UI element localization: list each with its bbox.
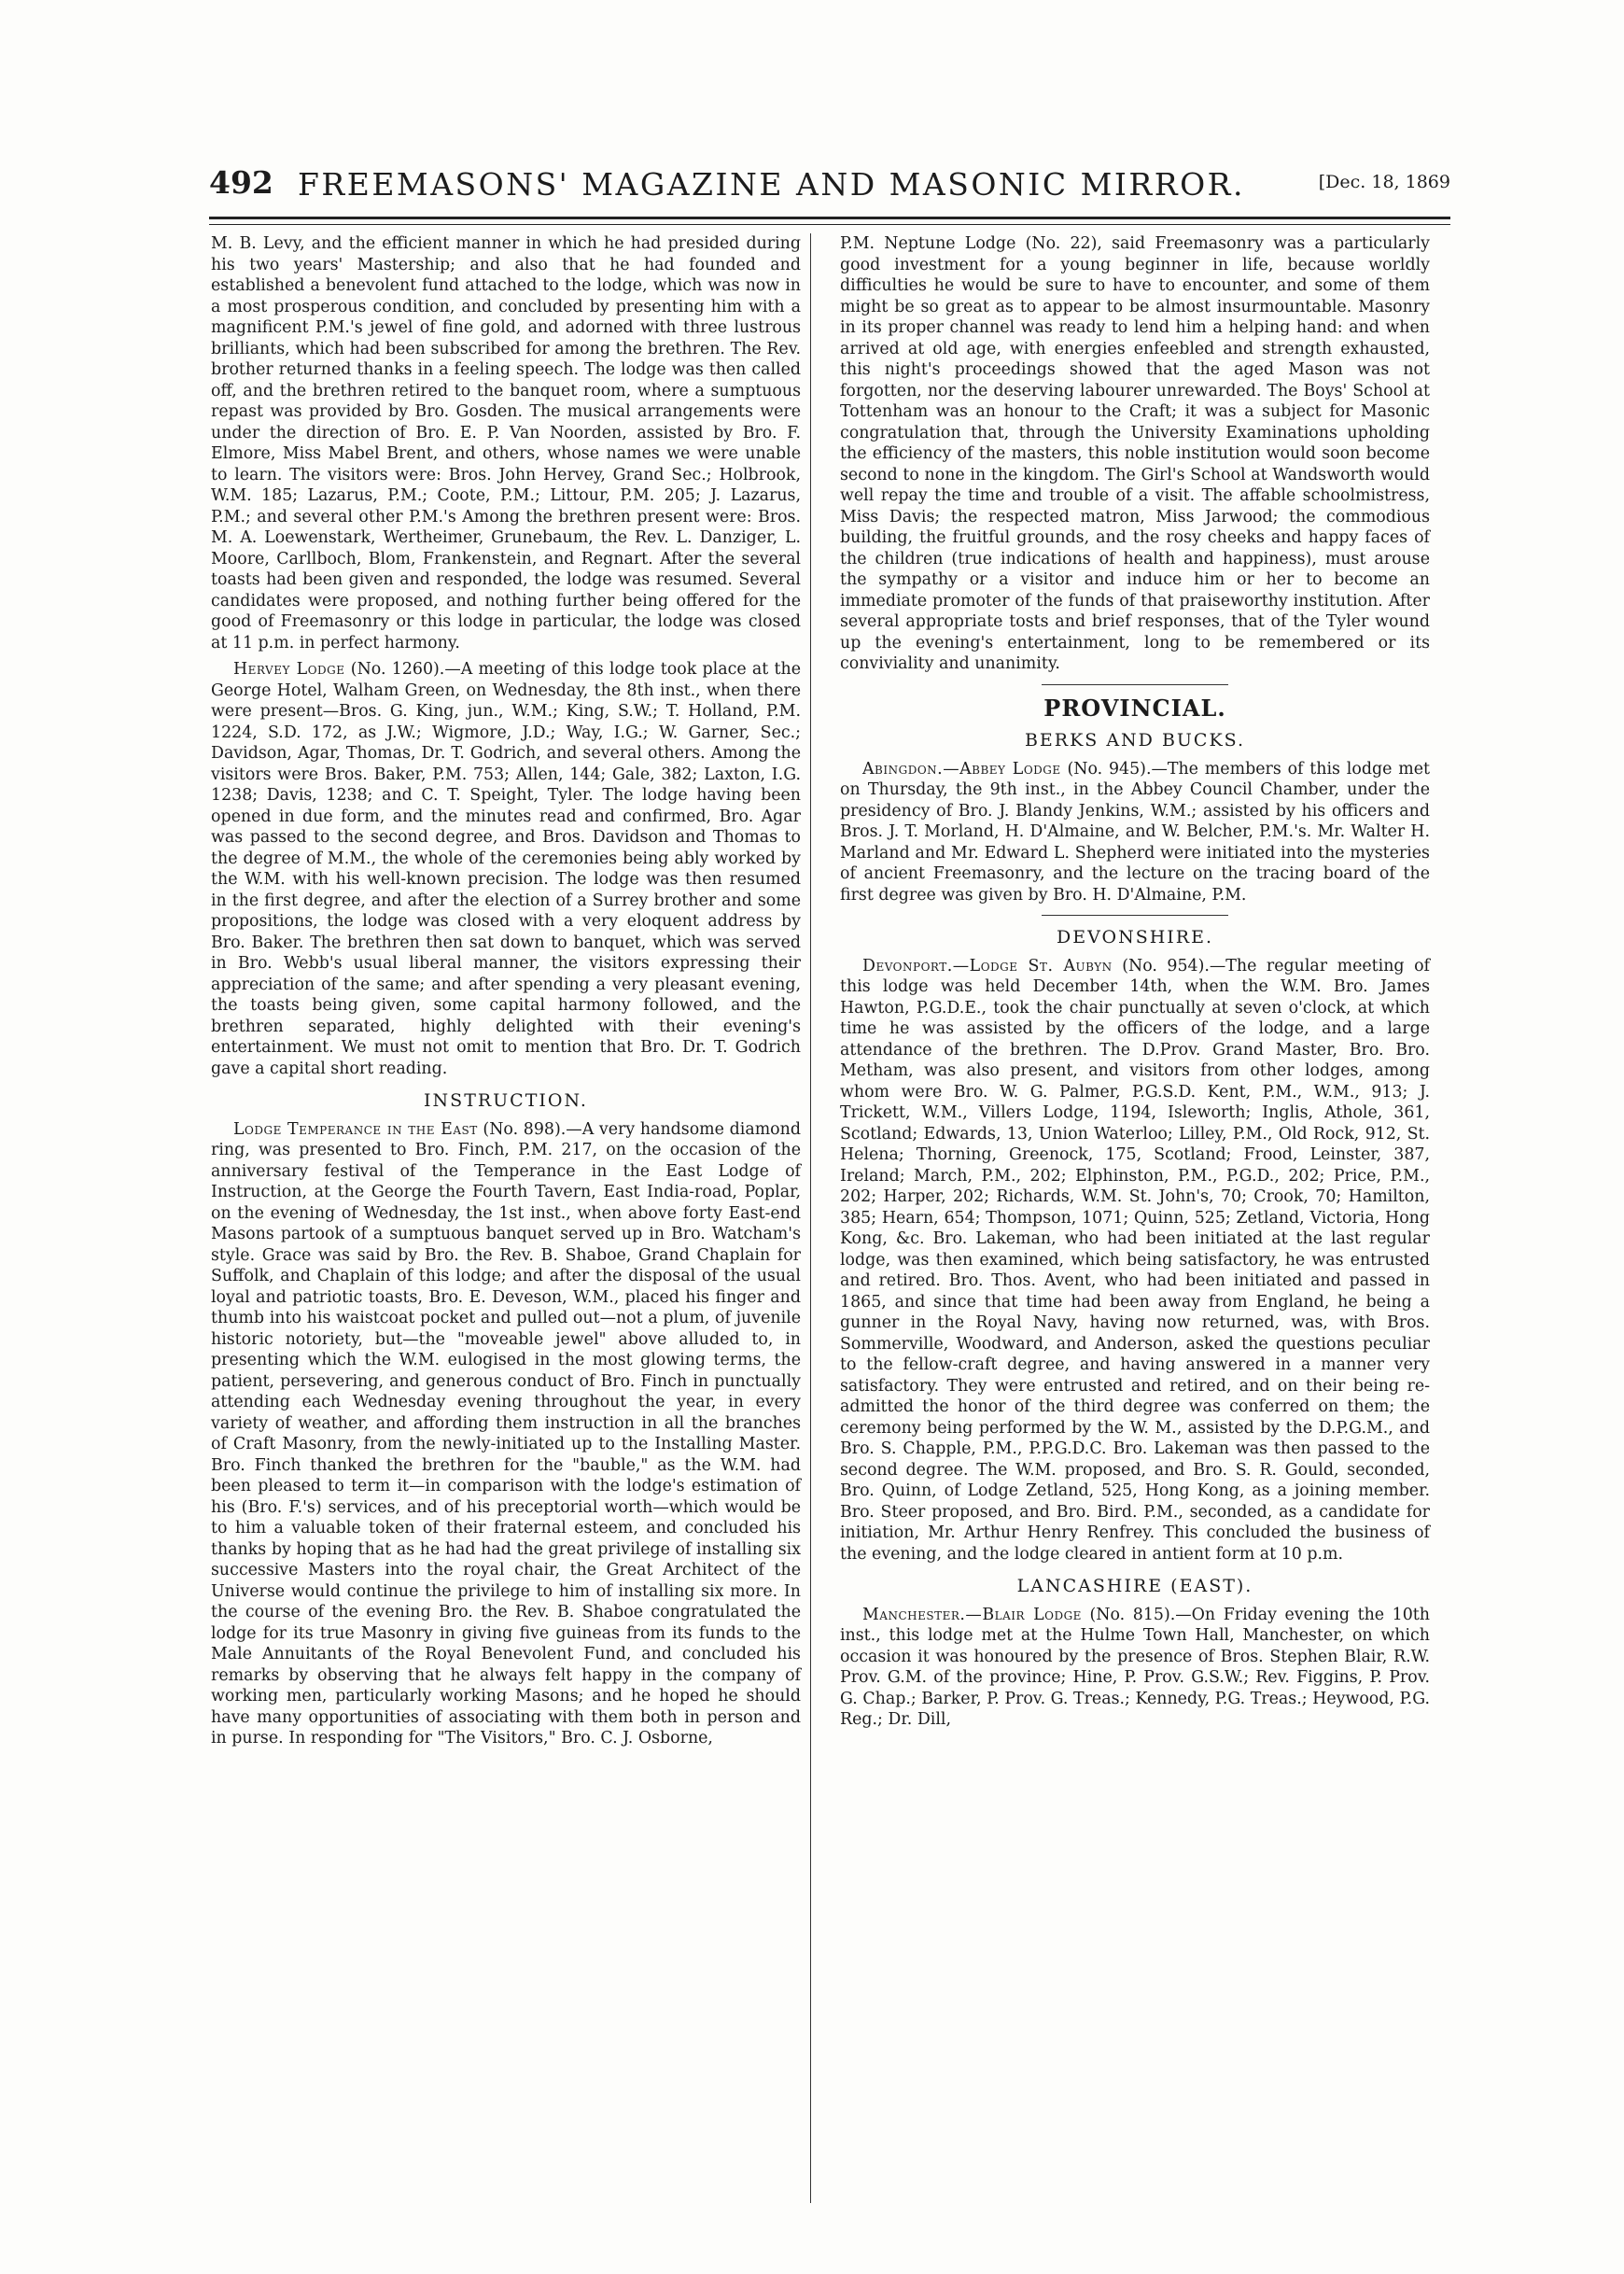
article-paragraph: M. B. Levy, and the efficient manner in which he had presided during his two years' Mastership; and also that he had founded and established a benevolent fund attached to the lodge, which was now in a most prosperous condition, and concluded by presenting him with a magnificent P.M.'s jewel of fine gold, and adorned with three lustrous brilliants, which had been subscribed for among the brethren. The Rev. brother returned thanks in a feeling speech. The lodge was then called off, and the brethren retired to the banquet room, where a sumptuous repast was provided by Bro. Gosden. The musical arrangements were under the direction of Bro. E. P. Van Noorden, assisted by Bro. F. Elmore, Miss Mabel Brent, and others, whose names we were unable to learn. The visitors were: Bros. John Hervey, Grand Sec.; Holbrook, W.M. 185; Lazarus, P.M.; Coote, P.M.; Littour, P.M. 205; J. Lazarus, P.M.; and several other P.M.'s Among the brethren present were: Bros. M. A. Loewenstark, Wertheimer, Grunebaum, the Rev. L. Danziger, L. Moore, Carllboch, Blom, Frankenstein, and Regnart. After the several toasts had been given and responded, the lodge was resumed. Several candidates were proposed, and nothing further being offered for the good of Freemasonry or this lodge in particular, the lodge was closed at 11 p.m. in perfect harmony. (211, 234, 801, 653)
article-paragraph: P.M. Neptune Lodge (No. 22), said Freemasonry was a particularly good investment for a young beginner in life, because worldly difficulties he would be sure to have to encounter, and some of them might be so great as to appear to be almost insurmountable. Masonry in its proper channel was ready to lend him a helping hand: and when arrived at old age, with energies enfeebled and strength exhausted, this night's proceedings showed that the aged Mason was not forgotten, nor the deserving labourer unrewarded. The Boys' School at Tottenham was an honour to the Craft; it was a subject for Masonic congratulation that, through the University Examinations upholding the efficiency of the masters, this noble institution would soon become second to none in the kingdom. The Girl's School at Wandsworth would well repay the time and trouble of a visit. The affable schoolmistress, Miss Davis; the respected matron, Miss Jarwood; the commodious building, the fruitful grounds, and the rosy cheeks and happy faces of the children (true indications of health and happiness), must arouse the sympathy or a visitor and induce him or her to become an immediate promoter of the funds of that praiseworthy institution. After several appropriate tosts and brief responses, that of the Tyler wound up the evening's entertainment, long to be remembered or its conviviality and unanimity. (840, 234, 1430, 673)
lodge-name: Manchester.—Blair Lodge (862, 1605, 1082, 1624)
paragraph-text: (No. 945).—The members of this lodge met on Thursday, the 9th inst., in the Abbey Council Chamber, under the presidency of Bro. J. Blandy Jenkins, W.M.; assisted by his officers and Bros. J. T. Morland, H. D'Almaine, and W. Belcher, P.M.'s. Mr. Walter H. Marland and Mr. Edward L. Shepherd were initiated into the mysteries of ancient Freemasonry, and the lecture on the tracing board of the first degree was given by Bro. H. D'Almaine, P.M. (840, 759, 1430, 905)
subsection-heading: DEVONSHIRE. (1057, 927, 1213, 948)
page-number: 492 (209, 164, 273, 201)
article-paragraph (211, 1119, 801, 1749)
article-paragraph (211, 659, 801, 1079)
lodge-name: Hervey Lodge (233, 660, 345, 679)
lodge-name: Lodge Temperance in the East (233, 1119, 478, 1139)
lodge-name: Abingdon.—Abbey Lodge (862, 759, 1061, 779)
right-column (840, 233, 1430, 1736)
article-paragraph (840, 1605, 1430, 1731)
running-title: FREEMASONS' MAGAZINE AND MASONIC MIRROR. (298, 166, 1245, 203)
paragraph-text: (No. 954).—The regular meeting of this lodge was held December 14th, when the W.M. Bro. James Hawton, P.G.D.E., took the chair punctually at seven o'clock, at which time he was assisted by the officers of the lodge, and a large attendance of the brethren. The D.Prov. Grand Master, Bro. Bro. Metham, was also present, and visitors from other lodges, among whom were Bro. W. G. Palmer, P.G.S.D. Kent, P.M., W.M., 913; J. Trickett, W.M., Villers Lodge, 1194, Isleworth; Inglis, Athole, 361, Scotland; Edwards, 13, Union Waterloo; Lilley, P.M., Old Rock, 912, St. Helena; Thorning, Greenock, 175, Scotland; Frood, Leinster, 387, Ireland; March, P.M., 202; Elphinston, P.M., P.G.D., 202; Price, P.M., 202; Harper, 202; Richards, W.M. St. John's, 70; Crook, 70; Hamilton, 385; Hearn, 654; Thompson, 1071; Quinn, 525; Zetland, Victoria, Hong Kong, &c. Bro. Lakeman, who had been initiated at the last regular lodge, was then examined, which being satisfactory, he was entrusted and retired. Bro. Thos. Avent, who had been initiated and passed in 1865, and since that time had been away from England, he being a gunner in the Royal Navy, having now returned, was, with Bros. Sommerville, Woodward, and Anderson, asked the questions peculiar to the fellow-craft degree, and having answered in a manner very satisfactory. They were entrusted and retired, and on their being re-admitted the honor of the third degree was conferred on them; the ceremony being performed by the W. M., assisted by the D.P.G.M., and Bro. S. Chapple, P.M., P.P.G.D.C. Bro. Lakeman was then passed to the second degree. The W.M. proposed, and Bro. S. R. Gould, seconded, Bro. Quinn, of Lodge Zetland, 525, Hong Kong, as a joining member. Bro. Steer proposed, and Bro. Bird. P.M., seconded, as a candidate for initiation, Mr. Arthur Henry Renfrey. This concluded the business of the evening, and the lodge cleared in antient form at 10 p.m. (840, 956, 1430, 1564)
article-paragraph (840, 759, 1430, 906)
article-paragraph (840, 956, 1430, 1565)
paragraph-text: (No. 1260).—A meeting of this lodge took place at the George Hotel, Walham Green, on Wednesday, the 8th inst., when there were present—Bros. G. King, jun., W.M.; King, S.W.; T. Holland, P.M. 1224, S.D. 172, as J.W.; Wigmore, J.D.; Way, I.G.; W. Garner, Sec.; Davidson, Agar, Thomas, Dr. T. Godrich, and several others. Among the visitors were Bros. Baker, P.M. 753; Allen, 144; Gale, 382; Laxton, I.G. 1238; Davis, 1238; and C. T. Speight, Tyler. The lodge having been opened in due form, and the minutes read and confirmed, Bro. Agar was passed to the second degree, and Bros. Davidson and Thomas to the degree of M.M., the whole of the ceremonies being ably worked by the W.M. with his well-known precision. The lodge was then resumed in the first degree, and after the election of a Surrey brother and some propositions, the lodge was closed with a very eloquent address by Bro. Baker. The brethren then sat down to banquet, which was served in Bro. Webb's usual liberal manner, the visitors expressing their appreciation of the same; and after spending a very pleasant evening, the toasts being given, some capital harmony followed, and the brethren separated, highly delighted with their evening's entertainment. We must not omit to mention that Bro. Dr. T. Godrich gave a capital short reading. (211, 660, 801, 1078)
lodge-name: Devonport.—Lodge St. Aubyn (862, 956, 1113, 976)
issue-date: [Dec. 18, 1869 (1318, 172, 1450, 192)
header-rule (209, 217, 1450, 219)
left-column (211, 233, 801, 1755)
subsection-heading: BERKS AND BUCKS. (1024, 730, 1246, 751)
section-heading: PROVINCIAL. (1043, 694, 1226, 722)
page-header (209, 164, 1450, 207)
header-rule-thin (209, 224, 1450, 225)
column-divider (810, 233, 811, 2203)
section-rule (1042, 915, 1228, 916)
paragraph-text: (No. 815).—On Friday evening the 10th inst., this lodge met at the Hulme Town Hall, Manchester, on which occasion it was honoured by the presence of Bros. Stephen Blair, R.W. Prov. G.M. of the province; Hine, P. Prov. G.S.W.; Rev. Figgins, P. Prov. G. Chap.; Barker, P. Prov. G. Treas.; Kennedy, P.G. Treas.; Heywood, P.G. Reg.; Dr. Dill, (840, 1605, 1430, 1729)
paragraph-text: (No. 898).—A very handsome diamond ring, was presented to Bro. Finch, P.M. 217, on the occasion of the anniversary festival of the Temperance in the East Lodge of Instruction, at the George the Fourth Tavern, East India-road, Poplar, on the evening of Wednesday, the 1st inst., when above forty East-end Masons partook of a sumptuous banquet served up in Bro. Watcham's style. Grace was said by Bro. the Rev. B. Shaboe, Grand Chaplain for Suffolk, and Chaplain of this lodge; and after the disposal of the usual loyal and patriotic toasts, Bro. E. Deveson, W.M., placed his finger and thumb into his waistcoat pocket and pulled out—not a plum, of juvenile historic notoriety, but—the "moveable jewel" above alluded to, in presenting which the W.M. eulogised in the most glowing terms, the patient, persevering, and generous conduct of Bro. Finch in punctually attending each Wednesday evening throughout the year, in every variety of weather, and affording them instruction in all the branches of Craft Masonry, from the newly-initiated up to the Installing Master. Bro. Finch thanked the brethren for the "bauble," as the W.M. had been pleased to term it—in comparison with the lodge's estimation of his (Bro. F.'s) services, and of his preceptorial worth—which would be to him a valuable token of their fraternal esteem, and concluded his thanks by hoping that as he had had the great privilege of installing six successive Masters into the royal chair, the Great Architect of the Universe would continue the privilege to him of installing six more. In the course of the evening Bro. the Rev. B. Shaboe congratulated the lodge for its true Masonry in giving five guineas from its funds to the Male Annuitants of the Royal Benevolent Fund, and concluded his remarks by observing that he always felt happy in the company of working men, particularly working Masons; and he hoped he should have many opportunities of associating with them both in person and in purse. In responding for "The Visitors," Bro. C. J. Osborne, (211, 1119, 801, 1748)
subsection-heading: LANCASHIRE (EAST). (1016, 1576, 1253, 1596)
section-rule (1042, 684, 1228, 685)
section-heading: INSTRUCTION. (424, 1090, 588, 1111)
